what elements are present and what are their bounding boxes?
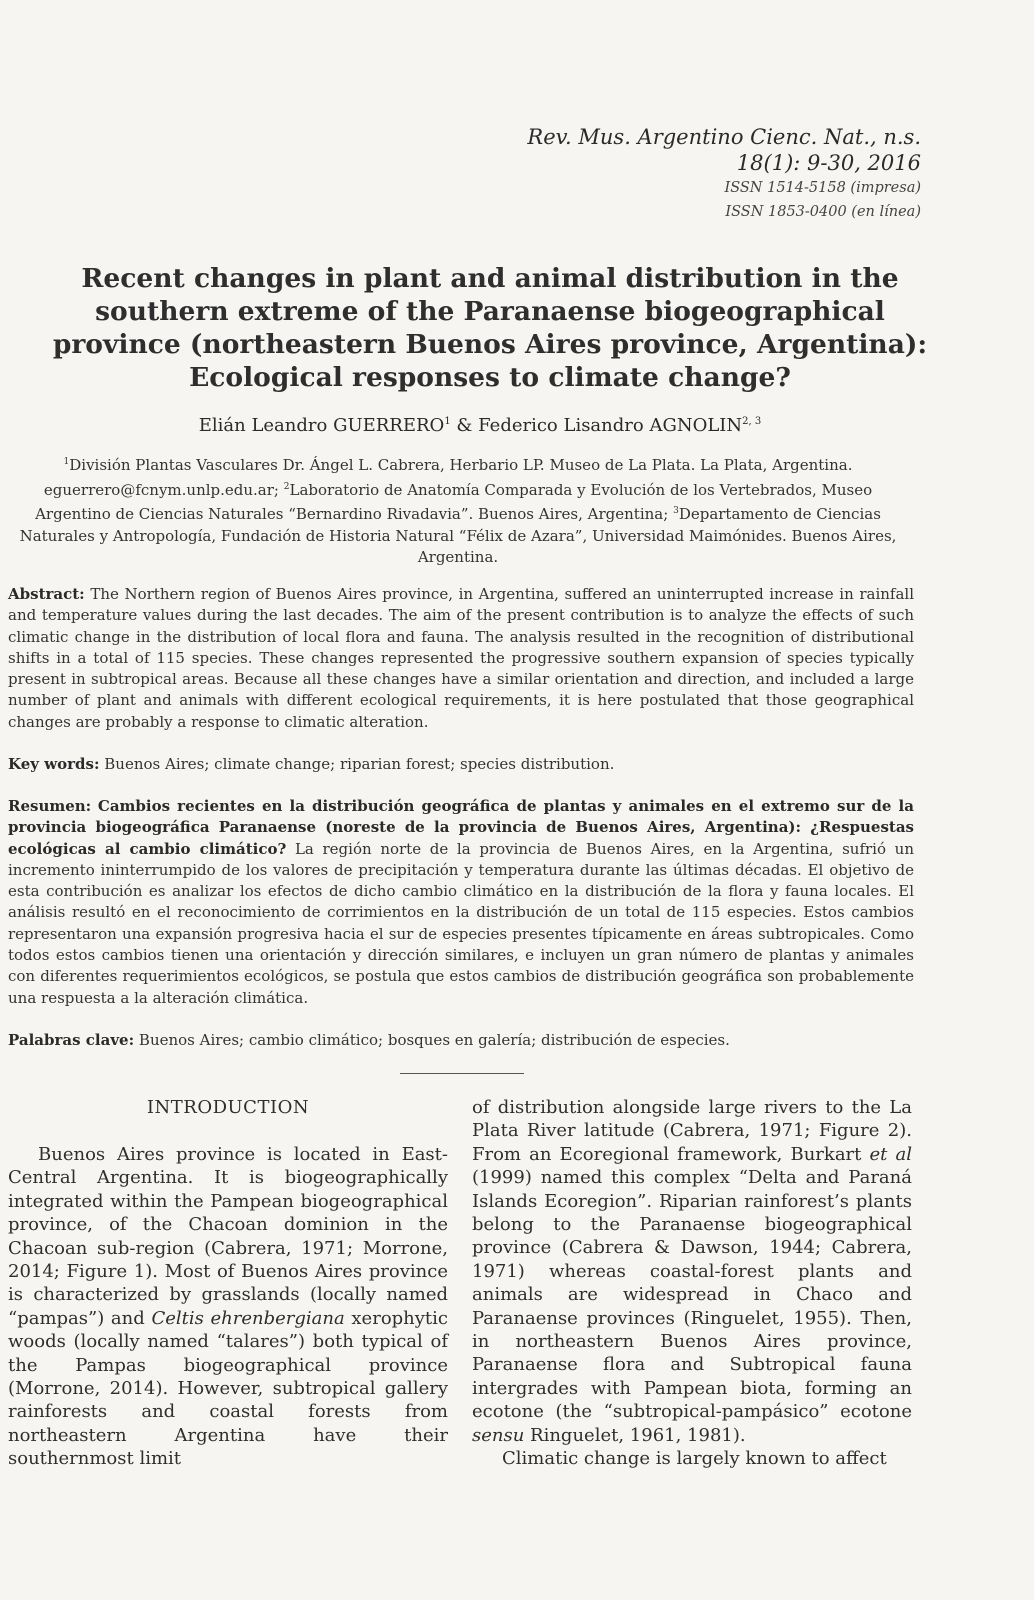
palabras-label: Palabras clave: bbox=[8, 1031, 135, 1049]
issn-print: ISSN 1514-5158 (impresa) bbox=[724, 180, 921, 196]
intro-cont-sensu: sensu bbox=[472, 1424, 525, 1446]
intro-cont-etal: et al bbox=[869, 1143, 912, 1165]
right-column bbox=[472, 1096, 912, 1471]
author-2-affil-mark: 2, 3 bbox=[742, 416, 762, 427]
journal-volume: 18(1): 9-30, 2016 bbox=[736, 151, 921, 175]
journal-header bbox=[527, 124, 921, 224]
author-list bbox=[0, 410, 960, 438]
author-1: Elián Leandro GUERRERO bbox=[198, 415, 445, 436]
left-column bbox=[8, 1096, 448, 1471]
affiliation-1: División Plantas Vasculares Dr. Ángel L. Cabrera, Herbario LP. Museo de La Plata. La Plata, Argentina. eguerrero@fcnym.unlp.edu.ar; bbox=[43, 456, 853, 499]
abstract-label: Abstract: bbox=[8, 585, 85, 603]
journal-citation: Rev. Mus. Argentino Cienc. Nat., n.s. bbox=[527, 125, 921, 149]
intro-paragraph-2: Climatic change is largely known to affect bbox=[502, 1448, 887, 1470]
intro-p1-part-a: Buenos Aires province is located in East-Central Argentina. It is biogeographically integrated within the Pampean biogeographical province, of the Chacoan dominion in the Chacoan sub-region (Cabrera, 1971; Morrone, 2014; Figure 1). Most of Buenos Aires province is characterized by grasslands (locally named “pampas”) and bbox=[8, 1144, 448, 1329]
intro-paragraph-1-cont bbox=[472, 1096, 912, 1447]
affiliation-3: Departamento de Ciencias Naturales y Antropología, Fundación de Historia Natural “Félix de Azara”, Universidad Maimónides. Buenos Aires, Argentina. bbox=[19, 505, 897, 566]
palabras-clave bbox=[8, 1030, 914, 1051]
affil-mark-1: 1 bbox=[63, 457, 70, 467]
keywords bbox=[8, 754, 914, 775]
keywords-text: Buenos Aires; climate change; riparian forest; species distribution. bbox=[104, 755, 615, 773]
intro-p1-part-b: xerophytic woods (locally named “talares”) both typical of the Pampas biogeographical province (Morrone, 2014). However, subtropical gallery rainforests and coastal forests from northeastern Argentina have their southernmost limit bbox=[8, 1307, 449, 1470]
intro-paragraph-1 bbox=[8, 1143, 448, 1471]
intro-cont-part-c: Ringuelet, 1961, 1981). bbox=[524, 1424, 746, 1446]
resumen-title: Cambios recientes en la distribución geográfica de plantas y animales en el extremo sur de la provincia biogeográfica Paranaense (noreste de la provincia de Buenos Aires, Argentina): ¿Respuestas ecológicas al cambio climático? bbox=[8, 797, 914, 858]
abstract bbox=[8, 584, 914, 733]
intro-cont-part-b: (1999) named this complex “Delta and Paraná Islands Ecoregion”. Riparian rainforest’s plants belong to the Paranaense biogeographical province (Cabrera & Dawson, 1944; Cabrera, 1971) whereas coastal-forest plants and animals are widespread in Chaco and Paranaense provinces (Ringuelet, 1955). Then, in northeastern Buenos Aires province, Paranaense flora and Subtropical fauna intergrades with Pampean biota, forming an ecotone (the “subtropical-pampásico” ecotone bbox=[472, 1167, 912, 1423]
affil-mark-3: 3 bbox=[673, 506, 679, 516]
paper-title: Recent changes in plant and animal distribution in the southern extreme of the Paranaense biogeographical province (northeastern Buenos Aires province, Argentina): Ecological responses to climate change? bbox=[52, 263, 928, 393]
author-connector: & bbox=[450, 415, 479, 436]
intro-cont-part-a: of distribution alongside large rivers to the La Plata River latitude (Cabrera, 1971; Figure 2). From an Ecoregional framework, Burkart bbox=[472, 1097, 912, 1165]
resumen-label: Resumen: bbox=[8, 797, 92, 815]
section-divider bbox=[400, 1073, 524, 1074]
resumen bbox=[8, 796, 914, 1009]
introduction-heading: INTRODUCTION bbox=[146, 1097, 310, 1118]
affiliation-2: Laboratorio de Anatomía Comparada y Evolución de los Vertebrados, Museo Argentino de Ciencias Naturales “Bernardino Rivadavia”. Buenos Aires, Argentina; bbox=[35, 480, 873, 523]
affil-mark-2: 2 bbox=[283, 481, 290, 492]
resumen-text: La región norte de la provincia de Buenos Aires, en la Argentina, sufrió un incremento ininterrumpido de los valores de precipitación y temperatura durante las últimas décadas. El objetivo de esta contribución es analizar los efectos de dicho cambio climático en la distribución de la flora y fauna locales. El análisis resultó en el reconocimiento de corrimientos en la distribución de un total de 115 especies. Estos cambios representaron una expansión progresiva hacia el sur de especies presentes típicamente en áreas subtropicales. Como todos estos cambios tienen una orientación y dirección similares, e incluyen un gran número de plantas y animales con diferentes requerimientos ecológicos, se postula que estos cambios de distribución geográfica son probablemente una respuesta a la alteración climática. bbox=[8, 839, 914, 1007]
author-2: Federico Lisandro AGNOLIN bbox=[478, 415, 743, 436]
intro-p1-species: Celtis ehrenbergiana bbox=[151, 1307, 345, 1329]
issn-online: ISSN 1853-0400 (en línea) bbox=[725, 204, 921, 220]
palabras-text: Buenos Aires; cambio climático; bosques en galería; distribución de especies. bbox=[138, 1031, 730, 1049]
author-1-affil-mark: 1 bbox=[444, 416, 451, 427]
affiliations bbox=[8, 452, 908, 569]
keywords-label: Key words: bbox=[8, 755, 100, 773]
abstract-text: The Northern region of Buenos Aires province, in Argentina, suffered an uninterrupted increase in rainfall and temperature values during the last decades. The aim of the present contribution is to analyze the effects of such climatic change in the distribution of local flora and fauna. The analysis resulted in the recognition of distributional shifts in a total of 115 species. These changes represented the progressive southern expansion of species typically present in subtropical areas. Because all these changes have a similar orientation and direction, and included a large number of plant and animals with different ecological requirements, it is here postulated that those geographical changes are probably a response to climatic alteration. bbox=[8, 585, 914, 731]
